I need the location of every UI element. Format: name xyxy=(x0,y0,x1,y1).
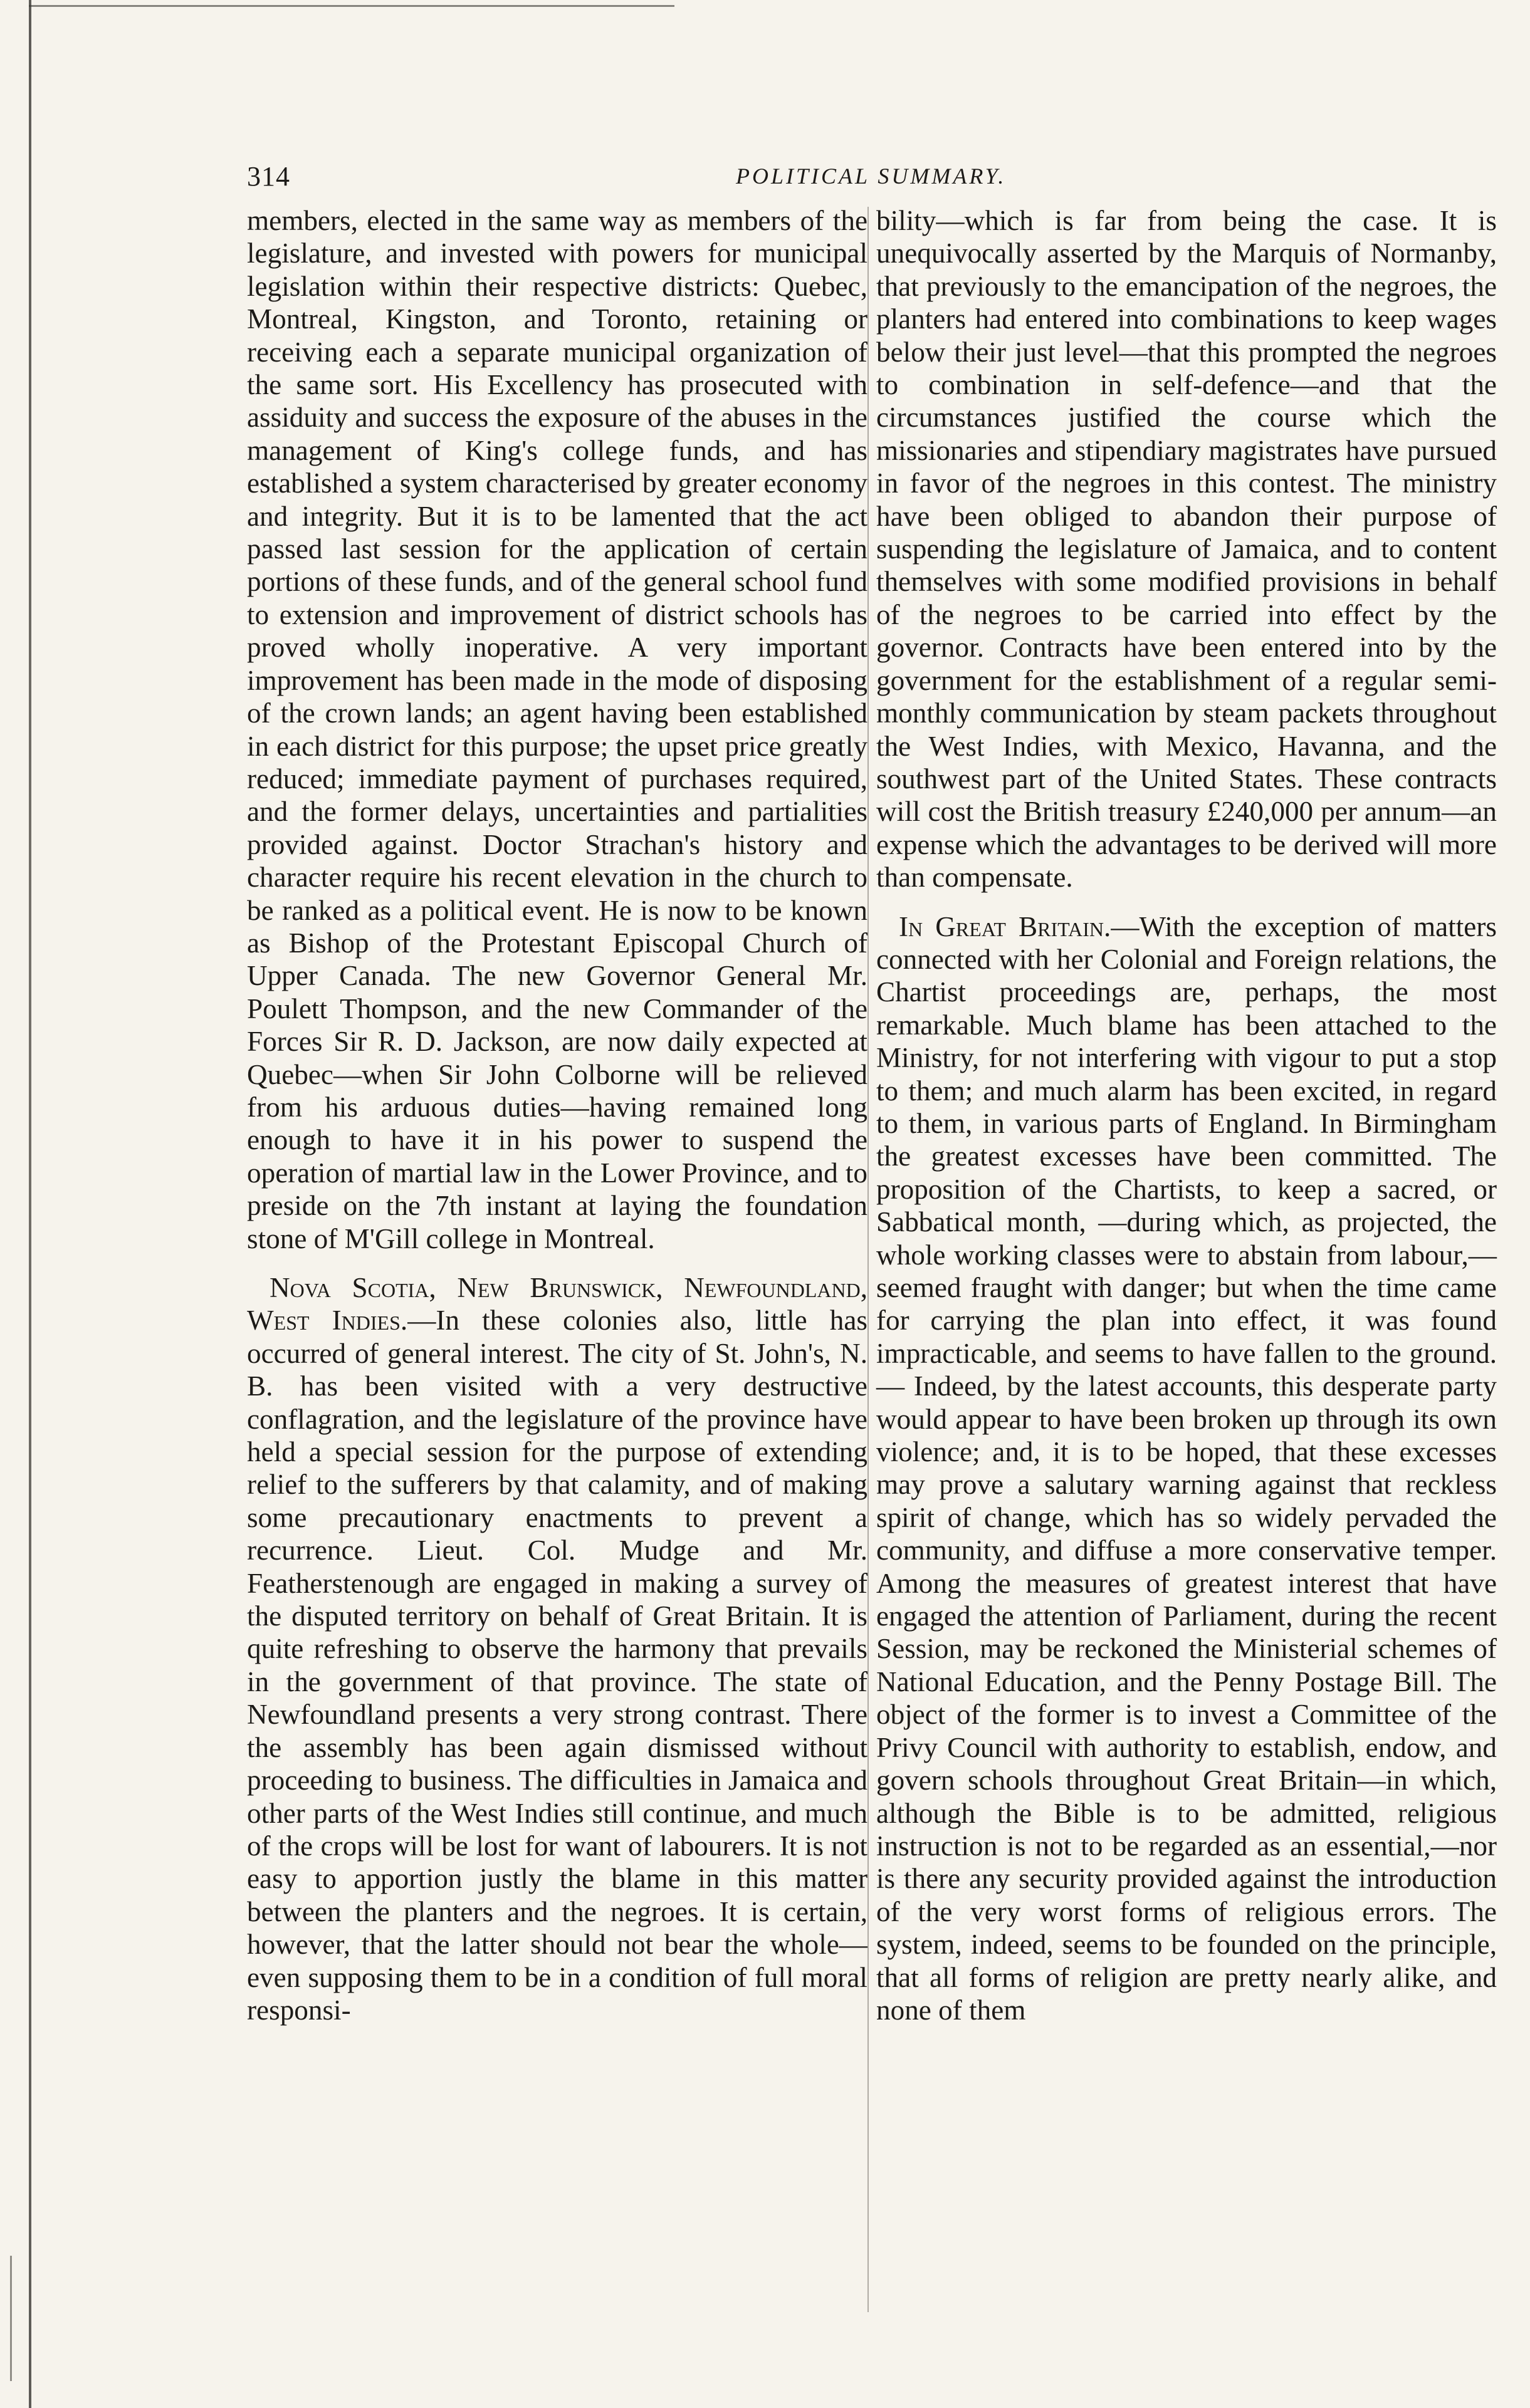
page-number: 314 xyxy=(247,161,290,192)
right-column xyxy=(876,204,1497,2026)
paragraph xyxy=(247,1271,867,2026)
paragraph xyxy=(876,910,1497,2027)
page-header xyxy=(247,160,1475,198)
left-column xyxy=(247,204,867,2026)
top-edge-rule xyxy=(29,5,674,7)
running-title: POLITICAL SUMMARY. xyxy=(736,164,1007,189)
paragraph-text: —In these colonies also, little has occurred of general interest. The city of St. John's, N. B. has been visited with a very destructive conflagration, and the legislature of the province have held a special session for the purpose of extending relief to the sufferers by that calamity, and of making some precautionary enactments to prevent a recurrence. Lieut. Col. Mudge and Mr. Featherstenough are engaged in making a survey of the disputed territory on behalf of Great Britain. It is quite refreshing to observe the harmony that prevails in the government of that province. The state of Newfoundland presents a very strong contrast. There the assembly has been again dismissed without proceeding to business. The difficulties in Jamaica and other parts of the West Indies still continue, and much of the crops will be lost for want of labourers. It is not easy to apportion justly the blame in this matter between the planters and the negroes. It is certain, however, that the latter should not bear the whole—even supposing them to be in a condition of full moral responsi- xyxy=(247,1305,867,2026)
section-lead: In Great Britain. xyxy=(899,910,1111,942)
binding-edge-line xyxy=(29,0,31,2408)
paragraph: members, elected in the same way as members of the legislature, and invested with powers for municipal legislation within their respective districts: Quebec, Montreal, Kingston, and Toronto, retaining or receiving each a separate municipal organization of the same sort. His Excellency has prosecuted with assiduity and success the exposure of the abuses in the management of King's college funds, and has established a system characterised by greater economy and integrity. But it is to be lamented that the act passed last session for the application of certain portions of these funds, and of the general school fund to extension and improvement of district schools has proved wholly inoperative. A very important improvement has been made in the mode of disposing of the crown lands; an agent having been established in each district for this purpose; the upset price greatly reduced; immediate payment of purchases required, and the former delays, uncertainties and partialities provided against. Doctor Strachan's history and character require his recent elevation in the church to be ranked as a political event. He is now to be known as Bishop of the Protestant Episcopal Church of Upper Canada. The new Governor General Mr. Poulett Thompson, and the new Commander of the Forces Sir R. D. Jackson, are now daily expected at Quebec—when Sir John Colborne will be relieved from his arduous duties—having remained long enough to have it in his power to suspend the operation of martial law in the Lower Province, and to preside on the 7th instant at laying the foundation stone of M'Gill college in Montreal. xyxy=(247,205,867,1254)
paragraph-text: —With the exception of matters connected with her Colonial and Foreign relations, the Chartist proceedings are, perhaps, the most remarkable. Much blame has been attached to the Ministry, for not interfering with vigour to put a stop to them; and much alarm has been excited, in regard to them, in various parts of England. In Birmingham the greatest excesses have been committed. The proposition of the Chartists, to keep a sacred, or Sabbatical month, —during which, as projected, the whole working classes were to abstain from labour,—seemed fraught with danger; but when the time came for carrying the plan into effect, it was found impracticable, and seems to have fallen to the ground.— Indeed, by the latest accounts, this desperate party would appear to have been broken up through its own violence; and, it is to be hoped, that these excesses may prove a salutary warning against that reckless spirit of change, which has so widely pervaded the community, and diffuse a more conservative temper. Among the measures of greatest interest that have engaged the attention of Parliament, during the recent Session, may be reckoned the Ministerial schemes of National Education, and the Penny Postage Bill. The object of the former is to invest a Committee of the Privy Council with authority to establish, endow, and govern schools throughout Great Britain—in which, although the Bible is to be admitted, religious instruction is not to be regarded as an essential,—nor is there any security provided against the introduction of the very worst forms of religious errors. The system, indeed, seems to be founded on the principle, that all forms of religion are pretty nearly alike, and none of them xyxy=(876,910,1497,2026)
section-lead: Nova Scotia, New Brunswick, Newfoundland, West Indies. xyxy=(247,1272,867,1337)
paragraph: bility—which is far from being the case. It is unequivocally asserted by the Marquis of Normanby, that previously to the emancipation of the negroes, the planters had entered into combinations to keep wages below their just level—that this prompted the negroes to combination in self-defence—and that the circumstances justified the course which the missionaries and stipendiary magistrates have pursued in favor of the negroes in this contest. The ministry have been obliged to abandon their purpose of suspending the legislature of Jamaica, and to content themselves with some modified provisions in behalf of the negroes to be carried into effect by the governor. Contracts have been entered into by the government for the establishment of a regular semi-monthly communication by steam packets throughout the West Indies, with Mexico, Havanna, and the southwest part of the United States. These contracts will cost the British treasury £240,000 per annum—an expense which the advantages to be derived will more than compensate. xyxy=(876,205,1497,894)
column-divider xyxy=(867,207,869,2312)
margin-mark xyxy=(10,2256,12,2381)
